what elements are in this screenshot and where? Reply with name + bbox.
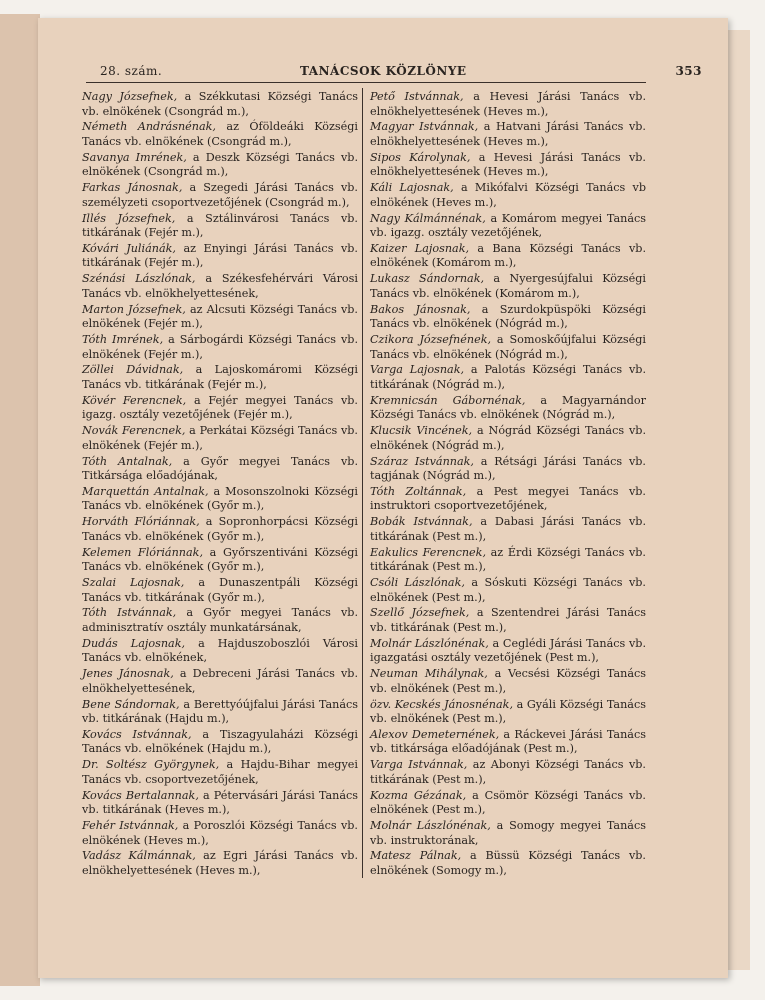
list-item <box>82 242 358 271</box>
recipient-name: Vadász Kálmánnak, <box>82 849 196 863</box>
list-item <box>82 394 358 423</box>
recipient-name: Marquettán Antalnak, <box>82 484 209 498</box>
recipient-position: a Nyergesújfalui Községi Tanács vb. elnökének (Komárom m.), <box>370 272 646 300</box>
list-item <box>370 576 646 605</box>
recipient-name: Szalai Lajosnak, <box>82 576 185 589</box>
page-right-edge <box>726 30 750 970</box>
list-item <box>82 120 358 149</box>
recipient-name: Bobák Istvánnak, <box>370 515 473 529</box>
recipient-position: a Fejér megyei Tanács vb. igazg. osztály vezetőjének (Fejér m.), <box>82 393 358 422</box>
list-item <box>370 698 646 727</box>
recipient-position: a Hevesi Járási Tanács vb. elnökhelyettesének (Heves m.), <box>370 90 646 118</box>
recipient-position: a Nógrád Községi Tanács vb. elnökének (Nógrád m.), <box>370 424 646 452</box>
recipient-position: a Szentendrei Járási Tanács vb. titkárának (Pest m.), <box>370 606 647 634</box>
recipient-name: Matesz Pálnak, <box>370 849 462 863</box>
recipient-position: a Győr megyei Tanács vb. Titkársága előadójának, <box>82 454 359 483</box>
recipient-position: a Győrszentiváni Községi Tanács vb. elnökének (Győr m.), <box>82 545 358 574</box>
recipient-name: Jenes Jánosnak, <box>82 667 174 681</box>
recipient-position: az Óföldeáki Községi Tanács vb. elnökének (Csongrád m.), <box>82 120 358 148</box>
recipient-name: Marton Józsefnek, <box>82 302 186 316</box>
list-item <box>82 363 358 392</box>
recipient-name: Molnár Lászlónénak, <box>370 819 491 832</box>
recipient-name: Zöllei Dávidnak, <box>82 363 184 377</box>
recipient-position: a Ceglédi Járási Tanács vb. igazgatási osztály vezetőjének (Pest m.), <box>370 636 646 665</box>
recipient-name: Káli Lajosnak, <box>370 181 454 195</box>
recipient-name: Kaizer Lajosnak, <box>370 241 470 255</box>
recipient-name: Neuman Mihálynak, <box>370 667 488 681</box>
recipient-name: Molnár Lászlónénak, <box>370 636 489 650</box>
publication-title: TANÁCSOK KÖZLÖNYE <box>300 64 467 78</box>
recipient-position: a Deszk Községi Tanács vb. elnökének (Csongrád m.), <box>82 150 358 179</box>
recipient-name: Németh Andrásnénak, <box>82 120 216 134</box>
list-item <box>82 576 358 605</box>
recipient-name: Eakulics Ferencnek, <box>370 545 486 559</box>
recipient-name: Tóth Zoltánnak, <box>370 484 467 498</box>
recipient-position: a Vecsési Községi Tanács vb. elnökének (Pest m.), <box>370 667 647 695</box>
recipient-position: a Mikófalvi Községi Tanács vb elnökének (Heves m.), <box>370 181 646 209</box>
recipient-position: az Alcsuti Községi Tanács vb. elnökének (Fejér m.), <box>82 302 358 331</box>
recipient-name: Kóvári Juliánák, <box>82 241 176 255</box>
list-item <box>370 272 646 301</box>
recipient-position: a Rétsági Járási Tanács vb. tagjának (Nógrád m.), <box>370 454 646 483</box>
recipient-position: a Székesfehérvári Városi Tanács vb. elnökhelyettesének, <box>82 272 358 300</box>
list-item <box>370 667 646 696</box>
column-divider <box>362 88 363 878</box>
list-item <box>370 606 646 635</box>
recipient-position: az Enyingi Járási Tanács vb. titkárának (Fejér m.), <box>82 241 358 270</box>
recipient-name: Novák Ferencnek, <box>82 424 186 438</box>
recipient-position: a Ráckevei Járási Tanács vb. titkársága előadójának (Pest m.), <box>370 727 646 756</box>
recipient-position: a Sárbogárdi Községi Tanács vb. elnökének (Fejér m.), <box>82 333 358 361</box>
recipient-name: Dudás Lajosnak, <box>82 636 186 650</box>
list-item <box>370 90 646 119</box>
recipient-position: az Abonyi Községi Tanács vb. titkárának (Pest m.), <box>370 758 646 786</box>
recipient-name: Kovács Bertalannak, <box>82 788 199 802</box>
recipient-position: a Sztálinvárosi Tanács vb. titkárának (Fejér m.), <box>82 211 358 240</box>
recipient-name: Szénási Lászlónak, <box>82 272 196 286</box>
recipient-name: Tóth Antalnak, <box>82 454 173 468</box>
recipient-name: Pető Istvánnak, <box>370 90 464 103</box>
recipient-name: Fehér Istvánnak, <box>82 819 179 832</box>
right-column <box>370 90 646 880</box>
recipient-name: Lukasz Sándornak, <box>370 272 485 286</box>
recipient-name: Dr. Soltész Györgynek, <box>82 758 220 772</box>
list-item <box>370 485 646 514</box>
recipient-name: Alexov Demeternének, <box>370 727 500 741</box>
list-item <box>82 546 358 575</box>
recipient-position: a Hevesi Járási Tanács vb. elnökhelyettesének (Heves m.), <box>370 150 646 179</box>
recipient-name: Kovács Istvánnak, <box>82 727 192 741</box>
recipient-name: Szellő Józsefnek, <box>370 606 470 620</box>
list-item <box>82 606 358 635</box>
recipient-position: a Mosonszolnoki Községi Tanács vb. elnökének (Győr m.), <box>82 484 358 513</box>
recipient-name: Bakos Jánosnak, <box>370 302 471 316</box>
recipient-name: Bene Sándornak, <box>82 697 180 711</box>
list-item <box>370 120 646 149</box>
header-rule <box>86 82 646 83</box>
list-item <box>82 637 358 666</box>
recipient-position: a Sopronhorpácsi Községi Tanács vb. elnökének (Győr m.), <box>82 515 358 543</box>
recipient-position: a Lajoskomáromi Községi Tanács vb. titkárának (Fejér m.), <box>82 363 358 391</box>
list-item <box>370 151 646 180</box>
recipient-name: Nagy Józsefnek, <box>82 90 178 103</box>
list-item <box>82 424 358 453</box>
list-item <box>370 819 646 848</box>
recipient-position: a Csömör Községi Tanács vb. elnökének (Pest m.), <box>370 788 646 817</box>
recipient-name: Nagy Kálmánnénak, <box>370 211 486 225</box>
list-item <box>370 637 646 666</box>
list-item <box>82 515 358 544</box>
list-item <box>82 212 358 241</box>
recipient-position: az Érdi Községi Tanács vb. titkárának (Pest m.), <box>370 545 646 574</box>
recipient-name: Csóli Lászlónak, <box>370 576 465 589</box>
recipient-name: Magyar Istvánnak, <box>370 120 479 134</box>
list-item <box>82 90 358 119</box>
list-item <box>82 303 358 332</box>
page-header <box>62 64 702 84</box>
recipient-position: a Magyarnándor Községi Tanács vb. elnökének (Nógrád m.), <box>370 393 646 422</box>
list-item <box>82 667 358 696</box>
recipient-position: a Pest megyei Tanács vb. instruktori csoportvezetőjének, <box>370 484 646 513</box>
recipient-position: a Hajduszoboszlói Városi Tanács vb. elnökének, <box>82 636 358 665</box>
recipient-name: özv. Kecskés Jánosnénak, <box>370 697 514 711</box>
recipient-position: a Bana Községi Tanács vb. elnökének (Komárom m.), <box>370 241 646 270</box>
recipient-position: az Egri Járási Tanács vb. elnökhelyettesének (Heves m.), <box>82 849 358 877</box>
list-item <box>370 455 646 484</box>
recipient-position: a Perkátai Községi Tanács vb. elnökének (Fejér m.), <box>82 424 358 452</box>
recipient-position: a Szurdokpüspöki Községi Tanács vb. elnökének (Nógrád m.), <box>370 302 646 331</box>
list-item <box>370 515 646 544</box>
list-item <box>370 394 646 423</box>
list-item <box>370 363 646 392</box>
page-number: 353 <box>675 64 702 78</box>
list-item <box>82 455 358 484</box>
recipient-name: Klucsik Vincének, <box>370 424 473 438</box>
recipient-name: Tóth Istvánnak, <box>82 606 177 620</box>
recipient-position: a Győr megyei Tanács vb. adminisztratív osztály munkatársának, <box>82 606 358 634</box>
list-item <box>82 819 358 848</box>
recipient-position: a Pétervásári Járási Tanács vb. titkárának (Heves m.), <box>82 788 358 817</box>
recipient-name: Illés Józsefnek, <box>82 211 176 225</box>
recipient-name: Czikora Józsefnének, <box>370 333 492 346</box>
list-item <box>370 789 646 818</box>
recipient-name: Kozma Gézának, <box>370 788 467 802</box>
recipient-position: a Sóskuti Községi Tanács vb. elnökének (Pest m.), <box>370 576 646 604</box>
list-item <box>82 485 358 514</box>
list-item <box>82 698 358 727</box>
recipient-name: Horváth Flóriánnak, <box>82 515 200 529</box>
recipient-position: a Tiszagyulaházi Községi Tanács vb. elnökének (Hajdu m.), <box>82 727 358 756</box>
left-column <box>82 90 358 880</box>
recipient-position: a Dunaszentpáli Községi Tanács vb. titkárának (Győr m.), <box>82 576 358 604</box>
recipient-position: a Büssü Községi Tanács vb. elnökének (Somogy m.), <box>370 849 646 877</box>
recipient-position: a Debreceni Járási Tanács vb. elnökhelyettesének, <box>82 667 358 695</box>
list-item <box>370 242 646 271</box>
recipient-name: Kremnicsán Gábornénak, <box>370 393 526 407</box>
list-item <box>82 789 358 818</box>
list-item <box>370 849 646 878</box>
list-item <box>370 546 646 575</box>
recipient-name: Farkas Jánosnak, <box>82 181 183 195</box>
list-item <box>370 303 646 332</box>
list-item <box>370 424 646 453</box>
recipient-name: Kövér Ferencnek, <box>82 393 187 407</box>
list-item <box>82 333 358 362</box>
recipient-name: Kelemen Flóriánnak, <box>82 545 204 559</box>
list-item <box>82 151 358 180</box>
recipient-name: Sipos Károlynak, <box>370 150 471 164</box>
recipient-name: Tóth Imrének, <box>82 333 164 346</box>
list-item <box>370 758 646 787</box>
recipient-position: a Szegedi Járási Tanács vb. személyzeti csoportvezetőjének (Csongrád m.), <box>82 181 358 209</box>
list-item <box>82 272 358 301</box>
recipient-position: a Berettyóújfalui Járási Tanács vb. titkárának (Hajdu m.), <box>82 697 358 726</box>
list-item <box>82 181 358 210</box>
recipient-position: a Somogy megyei Tanács vb. instruktorának, <box>370 819 646 847</box>
list-item <box>370 212 646 241</box>
recipient-position: a Hatvani Járási Tanács vb. elnökhelyettesének (Heves m.), <box>370 120 646 148</box>
list-item <box>82 728 358 757</box>
list-item <box>370 181 646 210</box>
recipient-name: Varga Lajosnak, <box>370 363 465 377</box>
recipient-name: Száraz Istvánnak, <box>370 454 474 468</box>
recipient-position: a Somoskőújfalui Községi Tanács vb. elnökének (Nógrád m.), <box>370 333 646 361</box>
list-item <box>370 333 646 362</box>
issue-number: 28. szám. <box>100 64 163 78</box>
recipient-position: a Gyáli Községi Tanács vb. elnökének (Pest m.), <box>370 697 646 726</box>
list-item <box>82 849 358 878</box>
recipient-position: a Hajdu-Bihar megyei Tanács vb. csoportvezetőjének, <box>82 758 358 786</box>
list-item <box>370 728 646 757</box>
recipient-name: Varga Istvánnak, <box>370 758 468 772</box>
recipient-position: a Komárom megyei Tanács vb. igazg. osztály vezetőjének, <box>370 211 647 240</box>
page-left-edge <box>0 14 40 986</box>
recipient-name: Savanya Imrének, <box>82 150 187 164</box>
list-item <box>82 758 358 787</box>
recipient-position: a Dabasi Járási Tanács vb. titkárának (Pest m.), <box>370 515 647 543</box>
recipient-position: a Palotás Községi Tanács vb. titkárának (Nógrád m.), <box>370 363 646 391</box>
recipient-position: a Székkutasi Községi Tanács vb. elnökének (Csongrád m.), <box>82 90 358 118</box>
recipient-position: a Poroszlói Községi Tanács vb. elnökének (Heves m.), <box>82 819 358 847</box>
